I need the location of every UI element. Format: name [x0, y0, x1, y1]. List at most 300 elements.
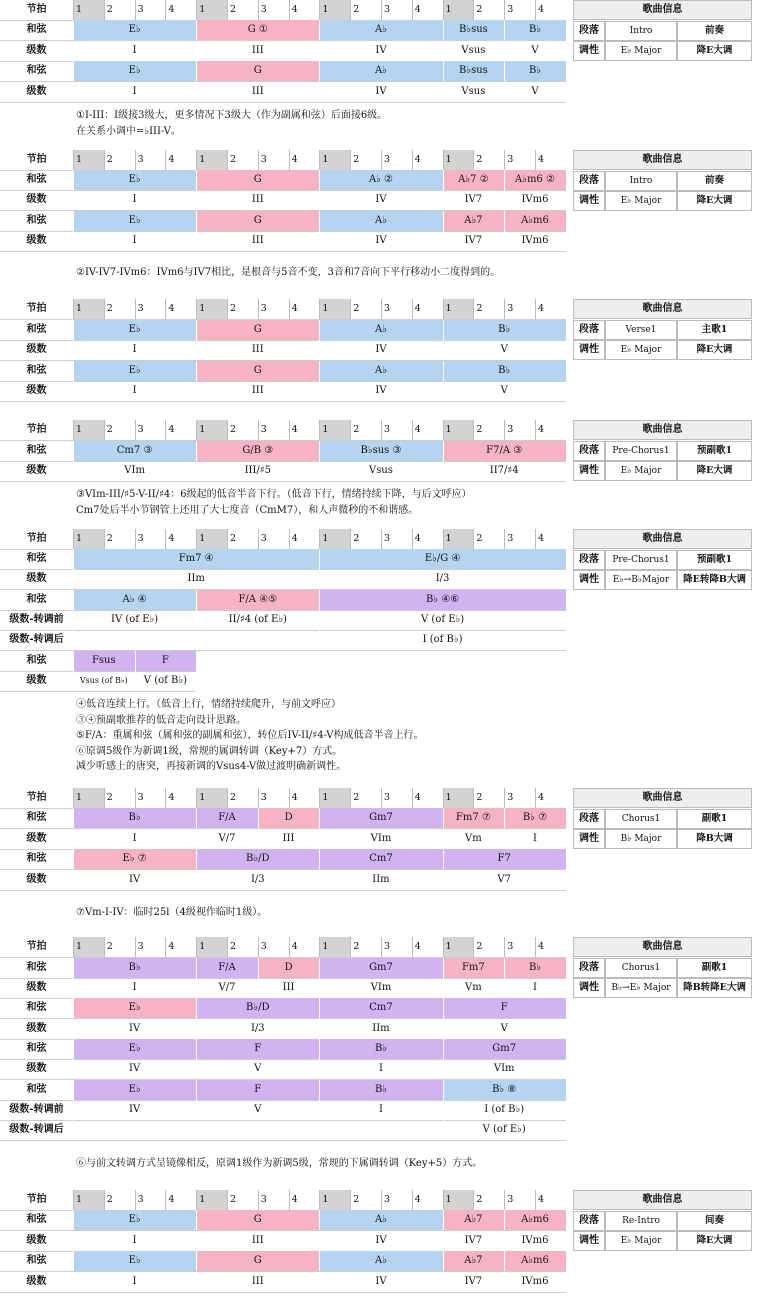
beat-divider — [473, 529, 474, 549]
beat-divider — [196, 299, 197, 319]
cell-divider — [196, 829, 197, 849]
beat-cell: 4 — [538, 941, 545, 953]
degree-row-label: 级数 — [26, 1235, 47, 1246]
beat-divider — [135, 299, 136, 319]
degree-cell: Vsus (of B♭) — [79, 676, 128, 685]
chord-row-label: 和弦 — [26, 553, 47, 564]
chord-cell: B♭ ⑦ — [504, 808, 566, 828]
info-title: 歌曲信息 — [573, 0, 752, 20]
chord-cell: F7 — [443, 849, 566, 869]
beat-cell: 4 — [291, 941, 298, 953]
chord-cell: A♭ ④ — [73, 590, 196, 610]
cell-divider — [196, 1080, 197, 1100]
degree-row-label: 级数 — [26, 86, 47, 97]
beat-divider — [443, 420, 444, 440]
beat-divider — [258, 299, 259, 319]
beat-cell: 2 — [230, 154, 237, 166]
cell-divider — [443, 849, 444, 869]
degree-cell: I (of B♭) — [422, 634, 463, 645]
beat-divider — [412, 937, 413, 957]
cell-divider — [319, 1019, 320, 1039]
beat-cell: 4 — [414, 154, 421, 166]
degree-cell: III — [282, 833, 295, 844]
beat-divider — [473, 299, 474, 319]
info-section-value: Intro — [605, 171, 677, 191]
chord-cell: B♭ ⑧ — [443, 1080, 566, 1100]
beat-divider — [227, 937, 228, 957]
beat-cell: 2 — [353, 533, 360, 545]
degree-cell: VIm — [370, 833, 392, 844]
cell-divider — [196, 320, 197, 340]
cell-divider — [73, 651, 74, 671]
cell-divider — [258, 829, 259, 849]
beat-cell: 1 — [443, 0, 474, 20]
beat-cell: 3 — [507, 1194, 514, 1206]
beat-divider — [535, 150, 536, 170]
cell-divider — [319, 870, 320, 890]
beat-cell: 2 — [106, 941, 113, 953]
chord-cell: A♭ — [319, 211, 442, 231]
beat-divider — [135, 420, 136, 440]
beat-divider — [412, 420, 413, 440]
info-section-label: 段落 — [573, 958, 605, 978]
beat-cell: 3 — [507, 941, 514, 953]
beat-cell: 3 — [260, 4, 267, 16]
degree-cell: II/♯4 (of E♭) — [228, 614, 287, 625]
cell-divider — [73, 569, 74, 589]
beat-divider — [412, 529, 413, 549]
degree-cell: I (of B♭) — [484, 1104, 525, 1115]
beat-cell: 3 — [137, 303, 144, 315]
beat-divider — [135, 788, 136, 808]
cell-divider — [319, 461, 320, 481]
beat-cell: 1 — [196, 299, 227, 319]
beat-cell: 3 — [384, 1194, 391, 1206]
chord-cell: B♭/D — [196, 998, 319, 1018]
degree-cell: III — [251, 1235, 264, 1246]
analysis-note: ⑥原调5级作为新调1级，常规的属调转调（Key+7）方式。 — [76, 745, 343, 757]
beat-divider — [196, 937, 197, 957]
beat-cell: 3 — [507, 4, 514, 16]
cell-divider — [443, 170, 444, 190]
beat-divider — [381, 299, 382, 319]
beat-cell: 4 — [168, 303, 175, 315]
chord-cell: F — [443, 998, 566, 1018]
beat-divider — [350, 420, 351, 440]
cell-divider — [73, 1039, 74, 1059]
chord-cell: B♭ — [319, 1039, 442, 1059]
beat-cell: 3 — [260, 1194, 267, 1206]
info-key-cn: 降E大调 — [677, 41, 752, 61]
beat-row-label: 节拍 — [26, 941, 47, 952]
beat-cell: 4 — [168, 792, 175, 804]
chord-cell: A♭m6 ② — [504, 170, 566, 190]
cell-divider — [73, 808, 74, 828]
cell-divider — [73, 1059, 74, 1079]
degree-cell: III — [251, 194, 264, 205]
degree-cell: V — [531, 45, 539, 56]
degree-cell: III — [251, 235, 264, 246]
chord-cell: B♭ — [73, 808, 196, 828]
cell-divider — [73, 630, 74, 650]
row-divider — [0, 1140, 566, 1141]
beat-divider — [104, 788, 105, 808]
beat-divider — [412, 299, 413, 319]
beat-cell: 4 — [538, 4, 545, 16]
cell-divider — [443, 829, 444, 849]
chord-cell: E♭ — [73, 211, 196, 231]
beat-divider — [104, 937, 105, 957]
chord-cell: B♭ — [319, 1080, 442, 1100]
cell-divider — [319, 958, 320, 978]
beat-divider — [258, 0, 259, 20]
degree-cell: IV — [129, 874, 141, 885]
beat-cell: 1 — [73, 150, 104, 170]
info-key-label: 调性 — [573, 978, 605, 998]
cell-divider — [196, 461, 197, 481]
cell-divider — [443, 361, 444, 381]
degree-cell: III/♯5 — [244, 465, 271, 476]
beat-cell: 4 — [291, 4, 298, 16]
chord-cell: F7/A ③ — [443, 441, 566, 461]
beat-divider — [196, 529, 197, 549]
beat-divider — [135, 0, 136, 20]
beat-divider — [289, 937, 290, 957]
beat-cell: 2 — [476, 1194, 483, 1206]
degree-cell: I — [132, 344, 137, 355]
chord-cell: A♭7 — [443, 1210, 505, 1230]
degree-row-label: 级数 — [26, 874, 47, 885]
chord-cell: Gm7 — [443, 1039, 566, 1059]
beat-divider — [196, 420, 197, 440]
cell-divider — [196, 1251, 197, 1271]
beat-cell: 1 — [196, 420, 227, 440]
beat-divider — [535, 420, 536, 440]
beat-divider — [412, 150, 413, 170]
info-title: 歌曲信息 — [573, 1190, 752, 1210]
degree-cell: VIm — [370, 982, 392, 993]
cell-divider — [504, 1210, 505, 1230]
beat-cell: 2 — [230, 1194, 237, 1206]
beat-divider — [227, 150, 228, 170]
beat-cell: 3 — [384, 533, 391, 545]
cell-divider — [196, 1210, 197, 1230]
degree-cell: I — [132, 45, 137, 56]
chord-cell: B♭sus — [443, 61, 505, 81]
degree-cell: I — [379, 1063, 383, 1074]
beat-divider — [381, 937, 382, 957]
beat-cell: 3 — [137, 1194, 144, 1206]
row-divider — [0, 102, 566, 103]
info-section-value: Intro — [605, 21, 677, 41]
cell-divider — [196, 231, 197, 251]
chord-cell: B♭ — [73, 958, 196, 978]
beat-cell: 4 — [291, 792, 298, 804]
chord-cell: G — [196, 361, 319, 381]
chord-row-label: 和弦 — [26, 1214, 47, 1225]
beat-divider — [196, 788, 197, 808]
info-section-label: 段落 — [573, 320, 605, 340]
chord-cell: F — [196, 1080, 319, 1100]
degree-row-label: 级数 — [26, 675, 47, 686]
chord-row-label: 和弦 — [26, 24, 47, 35]
beat-cell: 2 — [476, 941, 483, 953]
cell-divider — [196, 82, 197, 102]
chord-cell: A♭ ② — [319, 170, 442, 190]
beat-divider — [319, 788, 320, 808]
cell-divider — [319, 20, 320, 40]
degree-cell: Vm — [465, 982, 482, 993]
cell-divider — [73, 441, 74, 461]
beat-row-label: 节拍 — [26, 533, 47, 544]
cell-divider — [319, 61, 320, 81]
info-key-cn: 降E大调 — [677, 340, 752, 360]
chord-cell: A♭7 — [443, 211, 505, 231]
info-key-cn: 降E大调 — [677, 1231, 752, 1251]
chord-cell: F/A ④⑤ — [196, 590, 319, 610]
beat-divider — [289, 150, 290, 170]
cell-divider — [196, 211, 197, 231]
info-key-label: 调性 — [573, 570, 605, 590]
cell-divider — [443, 381, 444, 401]
degree-cell: I/3 — [250, 874, 265, 885]
beat-cell: 1 — [319, 420, 350, 440]
analysis-note: ⑦Vm-I-IV：临时25l（4级视作临时1级）。 — [76, 907, 268, 918]
beat-divider — [104, 1190, 105, 1210]
beat-cell: 3 — [260, 941, 267, 953]
beat-divider — [104, 420, 105, 440]
chord-cell: G — [196, 320, 319, 340]
cell-divider — [504, 82, 505, 102]
degree-cell: IIm — [187, 573, 205, 584]
beat-divider — [319, 299, 320, 319]
cell-divider — [504, 1251, 505, 1271]
beat-cell: 4 — [538, 1194, 545, 1206]
degree-cell: IV — [375, 385, 387, 396]
degree-cell: IIm — [372, 1023, 390, 1034]
info-section-cn: 预副歌1 — [677, 550, 752, 570]
info-title: 歌曲信息 — [573, 937, 752, 957]
degree-cell: IV7 — [464, 235, 483, 246]
chord-cell: B♭ — [443, 361, 566, 381]
degree-cell: V (of E♭) — [482, 1124, 526, 1135]
beat-divider — [165, 788, 166, 808]
beat-cell: 1 — [319, 299, 350, 319]
info-key-value: B♭→E♭ Major — [605, 978, 677, 998]
chord-cell: F/A — [196, 808, 258, 828]
beat-divider — [227, 1190, 228, 1210]
beat-cell: 3 — [384, 303, 391, 315]
info-key-label: 调性 — [573, 340, 605, 360]
beat-cell: 2 — [106, 533, 113, 545]
info-section-label: 段落 — [573, 809, 605, 829]
degree-cell: I — [132, 1276, 137, 1287]
info-title: 歌曲信息 — [573, 299, 752, 319]
chord-row-label: 和弦 — [26, 215, 47, 226]
info-section-label: 段落 — [573, 171, 605, 191]
cell-divider — [73, 870, 74, 890]
beat-divider — [135, 937, 136, 957]
degree-cell: III — [251, 1276, 264, 1287]
beat-divider — [381, 1190, 382, 1210]
beat-cell: 3 — [384, 154, 391, 166]
cell-divider — [73, 211, 74, 231]
cell-divider — [319, 630, 320, 650]
beat-divider — [165, 529, 166, 549]
beat-divider — [135, 529, 136, 549]
beat-cell: 4 — [538, 424, 545, 436]
cell-divider — [504, 20, 505, 40]
cell-divider — [319, 610, 320, 630]
cell-divider — [73, 549, 74, 569]
degree-cell: V7 — [497, 874, 511, 885]
beat-divider — [504, 150, 505, 170]
cell-divider — [504, 808, 505, 828]
chord-row-label: 和弦 — [26, 853, 47, 864]
beat-cell: 3 — [260, 303, 267, 315]
cell-divider — [443, 190, 444, 210]
beat-cell: 3 — [384, 4, 391, 16]
degree-cell: Vsus — [461, 86, 486, 97]
cell-divider — [196, 1019, 197, 1039]
degree-cell — [73, 1120, 443, 1140]
chord-cell: B♭ — [504, 20, 566, 40]
cell-divider — [443, 1272, 444, 1292]
beat-cell: 1 — [319, 1190, 350, 1210]
chord-cell: Cm7 — [319, 849, 442, 869]
beat-divider — [535, 0, 536, 20]
cell-divider — [319, 998, 320, 1018]
row-divider — [0, 691, 196, 692]
info-section-cn: 主歌1 — [677, 320, 752, 340]
info-section-value: Pre-Chorus1 — [605, 441, 677, 461]
beat-cell: 2 — [476, 303, 483, 315]
beat-cell: 4 — [291, 533, 298, 545]
chord-row-label: 和弦 — [26, 655, 47, 666]
info-section-value: Pre-Chorus1 — [605, 550, 677, 570]
cell-divider — [258, 958, 259, 978]
beat-cell: 4 — [291, 424, 298, 436]
cell-divider — [73, 671, 74, 691]
beat-divider — [381, 420, 382, 440]
chord-cell: B♭/D — [196, 849, 319, 869]
beat-cell: 4 — [414, 4, 421, 16]
cell-divider — [319, 190, 320, 210]
cell-divider — [196, 441, 197, 461]
chord-cell: Cm7 ③ — [73, 441, 196, 461]
info-section-cn: 预副歌1 — [677, 441, 752, 461]
beat-cell: 3 — [507, 424, 514, 436]
beat-divider — [289, 788, 290, 808]
chord-cell: A♭m6 — [504, 1210, 566, 1230]
beat-divider — [165, 299, 166, 319]
analysis-note: 在关系小调中=♭III-V。 — [76, 125, 181, 137]
cell-divider — [443, 461, 444, 481]
beat-cell: 2 — [230, 533, 237, 545]
cell-divider — [319, 978, 320, 998]
chord-cell: E♭ — [73, 1210, 196, 1230]
beat-cell: 2 — [353, 424, 360, 436]
beat-divider — [443, 150, 444, 170]
beat-divider — [473, 150, 474, 170]
degree-cell: V — [254, 1104, 262, 1115]
degree-cell: IVm6 — [521, 194, 549, 205]
beat-divider — [412, 1190, 413, 1210]
beat-divider — [381, 0, 382, 20]
degree-cell: I — [379, 1104, 383, 1115]
analysis-note: Cm7处后半小节钢管上还用了大七度音（CmM7），和人声微秒的不和谐感。 — [76, 504, 419, 516]
degree-cell: III — [251, 344, 264, 355]
beat-divider — [443, 0, 444, 20]
row-divider — [0, 251, 566, 252]
cell-divider — [73, 590, 74, 610]
degree-row-label: 级数 — [26, 194, 47, 205]
info-key-cn: 降E大调 — [677, 461, 752, 481]
beat-divider — [350, 937, 351, 957]
beat-cell: 2 — [476, 792, 483, 804]
beat-divider — [535, 529, 536, 549]
cell-divider — [443, 808, 444, 828]
degree-cell: Vm — [465, 833, 482, 844]
cell-divider — [504, 61, 505, 81]
chord-cell: Fm7 — [443, 958, 505, 978]
cell-divider — [73, 1251, 74, 1271]
cell-divider — [196, 1039, 197, 1059]
beat-divider — [350, 1190, 351, 1210]
beat-cell: 4 — [168, 533, 175, 545]
beat-cell: 1 — [73, 529, 104, 549]
cell-divider — [443, 1100, 444, 1120]
cell-divider — [73, 1120, 74, 1140]
info-section-value: Re-Intro — [605, 1211, 677, 1231]
cell-divider — [196, 20, 197, 40]
beat-cell: 1 — [73, 1190, 104, 1210]
cell-divider — [504, 978, 505, 998]
cell-divider — [73, 978, 74, 998]
beat-cell: 4 — [414, 533, 421, 545]
degree-cell: IV7 — [464, 1235, 483, 1246]
info-section-label: 段落 — [573, 441, 605, 461]
beat-divider — [104, 150, 105, 170]
beat-divider — [135, 150, 136, 170]
degree-cell: IV — [375, 194, 387, 205]
cell-divider — [443, 41, 444, 61]
degree-cell: IVm6 — [521, 235, 549, 246]
beat-divider — [135, 1190, 136, 1210]
chord-row-label: 和弦 — [26, 1084, 47, 1095]
beat-cell: 3 — [507, 154, 514, 166]
info-section-value: Chorus1 — [605, 809, 677, 829]
chord-cell: G ① — [196, 20, 319, 40]
beat-cell: 1 — [73, 937, 104, 957]
degree-cell: III — [251, 86, 264, 97]
row-divider — [0, 1292, 566, 1293]
beat-divider — [165, 420, 166, 440]
beat-cell: 2 — [230, 4, 237, 16]
cell-divider — [504, 190, 505, 210]
info-key-label: 调性 — [573, 191, 605, 211]
degree-cell: I — [533, 982, 537, 993]
cell-divider — [319, 1039, 320, 1059]
degree-cell: I — [132, 1235, 137, 1246]
cell-divider — [443, 231, 444, 251]
degree-cell: IV — [375, 86, 387, 97]
info-key-value: E♭ Major — [605, 1231, 677, 1251]
degree-cell: V — [500, 385, 508, 396]
cell-divider — [443, 1039, 444, 1059]
beat-divider — [73, 788, 74, 808]
degree-cell: V/7 — [218, 833, 236, 844]
